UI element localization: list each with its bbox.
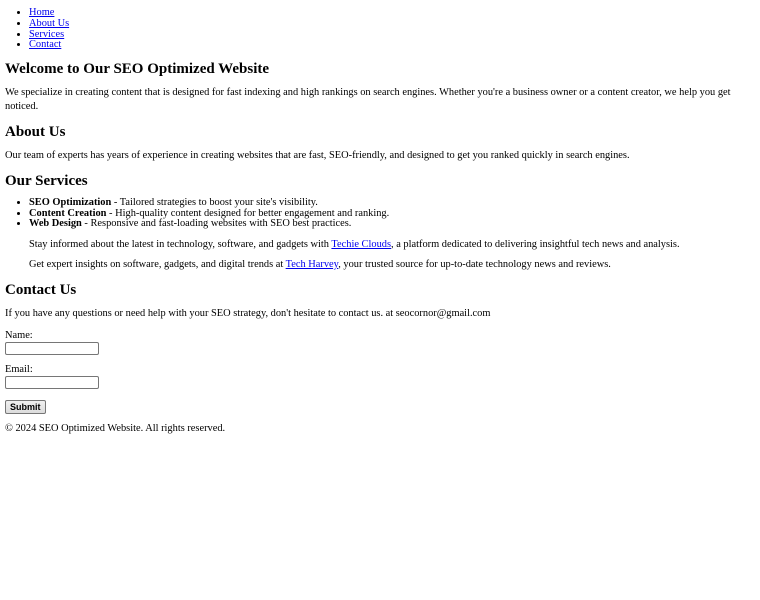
service-desc: - Responsive and fast-loading websites with SEO best practices. bbox=[81, 218, 352, 230]
name-input[interactable] bbox=[5, 342, 99, 355]
nav-link-contact[interactable]: Contact bbox=[29, 39, 62, 51]
submit-button[interactable]: Submit bbox=[5, 400, 46, 414]
nav-item-services bbox=[29, 30, 755, 41]
email-label: Email: bbox=[5, 363, 33, 375]
hero-text: We specialize in creating content that is designed for fast indexing and high rankings on search engines. Whether you're a business owner or a content creator, we help you get noticed. bbox=[5, 87, 731, 113]
nav-link-home[interactable]: Home bbox=[29, 7, 55, 18]
promo-text: Get expert insights on software, gadgets, and digital trends at bbox=[29, 258, 286, 270]
page-title: Welcome to Our SEO Optimized Website bbox=[5, 61, 270, 78]
contact-text: If you have any questions or need help with your SEO strategy, don't hesitate to contact us. at seocornor@gmail.com bbox=[5, 307, 491, 319]
nav-item-home bbox=[29, 8, 755, 19]
about-section bbox=[5, 123, 755, 163]
contact-form bbox=[5, 330, 755, 414]
main-nav bbox=[5, 8, 755, 51]
hero-section bbox=[5, 60, 755, 114]
name-label: Name: bbox=[5, 329, 33, 341]
services-heading: Our Services bbox=[5, 173, 88, 190]
services-list bbox=[5, 198, 755, 230]
service-name: Content Creation bbox=[29, 207, 107, 219]
promo-tech-harvey bbox=[29, 258, 755, 272]
promo-text: Stay informed about the latest in technology, software, and gadgets with bbox=[29, 238, 332, 250]
service-name: SEO Optimization bbox=[29, 197, 112, 209]
promo-techie-clouds bbox=[29, 238, 755, 252]
tech-harvey-link[interactable]: Tech Harvey bbox=[285, 258, 339, 270]
service-name: Web Design bbox=[29, 218, 82, 230]
copyright-text: © 2024 SEO Optimized Website. All rights reserved. bbox=[5, 422, 226, 434]
nav-item-about bbox=[29, 19, 755, 30]
service-desc: - High-quality content designed for better engagement and ranking. bbox=[106, 207, 390, 219]
email-input[interactable] bbox=[5, 376, 99, 389]
footer bbox=[5, 423, 755, 435]
service-item bbox=[29, 219, 755, 230]
nav-link-services[interactable]: Services bbox=[29, 28, 65, 40]
contact-section bbox=[5, 281, 755, 414]
nav-item-contact bbox=[29, 40, 755, 51]
nav-link-about[interactable]: About Us bbox=[29, 17, 70, 29]
promo-text: , a platform dedicated to delivering insightful tech news and analysis. bbox=[391, 238, 680, 250]
contact-heading: Contact Us bbox=[5, 281, 77, 298]
services-section bbox=[5, 172, 755, 272]
service-desc: - Tailored strategies to boost your site's visibility. bbox=[111, 197, 318, 209]
about-heading: About Us bbox=[5, 124, 66, 141]
techie-clouds-link[interactable]: Techie Clouds bbox=[331, 238, 392, 250]
about-text: Our team of experts has years of experience in creating websites that are fast, SEO-friendly, and designed to get you ranked quickly in search engines. bbox=[5, 150, 630, 162]
promo-text: , your trusted source for up-to-date technology news and reviews. bbox=[338, 258, 611, 270]
